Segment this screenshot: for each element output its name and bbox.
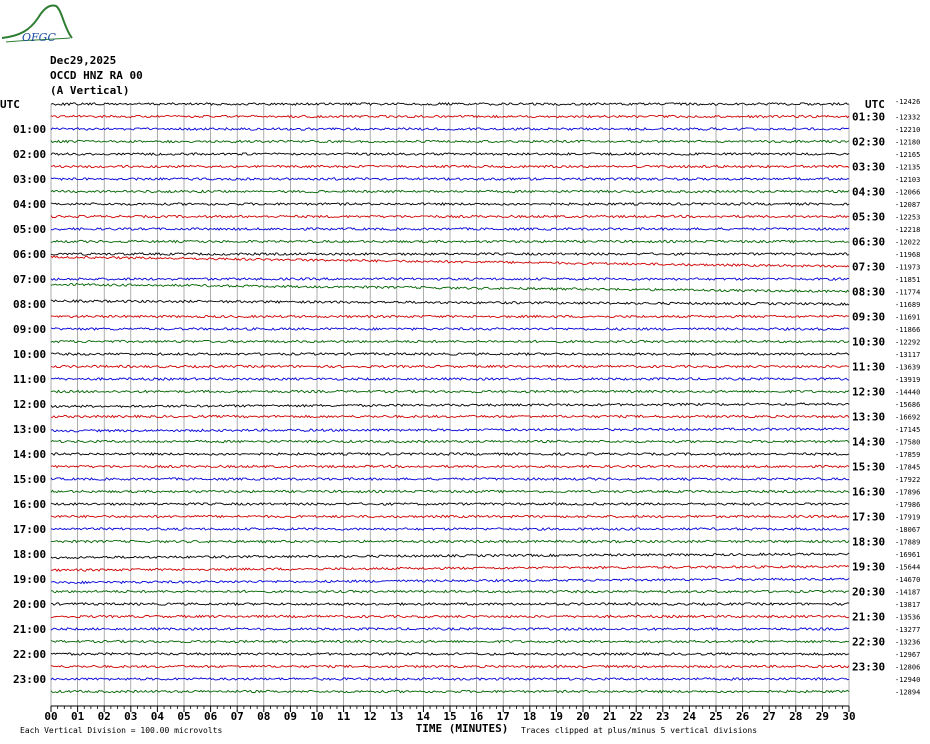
left-hour-label: 10:00: [13, 348, 47, 361]
x-tick-label: 10: [310, 710, 324, 723]
right-half-hour-label: 06:30: [852, 235, 886, 249]
header-station: OCCD HNZ RA 00: [50, 69, 143, 82]
x-tick-label: 03: [124, 710, 138, 723]
x-tick-label: 23: [656, 710, 670, 723]
trace-offset-label: -17859: [895, 451, 921, 459]
right-top-label: -12426: [895, 98, 921, 106]
x-tick-label: 00: [44, 710, 58, 723]
x-tick-label: 16: [469, 710, 484, 723]
trace-offset-label: -12292: [895, 338, 921, 347]
trace-offset-label: -12165: [895, 151, 921, 159]
trace-offset-label: -17896: [895, 488, 921, 497]
trace-offset-label: -17922: [895, 476, 921, 484]
trace-offset-label: -12894: [895, 688, 921, 697]
trace-offset-label: -11973: [895, 263, 921, 272]
trace-offset-label: -11851: [895, 276, 921, 284]
trace-offset-label: -13536: [895, 613, 921, 622]
right-half-hour-label: 21:30: [852, 610, 886, 624]
trace-offset-label: -12087: [895, 201, 921, 209]
x-tick-label: 12: [363, 710, 377, 723]
trace-offset-label: -12253: [895, 213, 921, 222]
footer-clip-note: Traces clipped at plus/minus 5 vertical divisions: [521, 726, 758, 735]
left-hour-label: 23:00: [13, 673, 47, 686]
right-half-hour-label: 08:30: [852, 285, 886, 299]
trace-offset-label: -11968: [895, 251, 921, 259]
x-tick-label: 07: [230, 710, 244, 723]
x-tick-label: 15: [443, 710, 457, 723]
x-tick-label: 17: [496, 710, 510, 723]
right-half-hour-label: 14:30: [852, 435, 886, 449]
trace-offset-label: -18067: [895, 526, 921, 534]
header-component: (A Vertical): [50, 84, 130, 97]
trace-offset-label: -15686: [895, 401, 921, 409]
right-half-hour-label: 02:30: [852, 135, 886, 149]
x-tick-label: 22: [629, 710, 643, 723]
right-half-hour-label: 04:30: [852, 185, 886, 199]
trace-offset-label: -12940: [895, 676, 921, 684]
trace-offset-label: -11691: [895, 313, 921, 322]
right-half-hour-label: 12:30: [852, 385, 886, 399]
x-tick-label: 19: [549, 710, 564, 723]
left-hour-label: 15:00: [13, 473, 47, 486]
right-half-hour-label: 01:30: [852, 110, 886, 124]
left-hour-label: 09:00: [13, 323, 47, 336]
x-tick-label: 29: [815, 710, 830, 723]
right-half-hour-label: 09:30: [852, 310, 886, 324]
right-half-hour-label: 16:30: [852, 485, 886, 499]
trace-offset-label: -14670: [895, 576, 921, 584]
x-tick-label: 06: [203, 710, 218, 723]
right-half-hour-label: 11:30: [852, 360, 886, 374]
trace-offset-label: -13919: [895, 376, 921, 384]
header-date: Dec29,2025: [50, 54, 117, 67]
trace-offset-label: -13117: [895, 351, 921, 359]
x-tick-label: 05: [177, 710, 191, 723]
right-axis-title: UTC: [865, 98, 885, 111]
trace-offset-label: -17919: [895, 513, 921, 522]
trace-offset-label: -17845: [895, 463, 921, 472]
right-half-hour-label: 03:30: [852, 160, 886, 174]
right-half-hour-label: 22:30: [852, 635, 886, 649]
x-tick-label: 18: [523, 710, 537, 723]
trace-offset-label: -11774: [895, 288, 921, 297]
trace-offset-label: -14187: [895, 588, 921, 597]
x-tick-label: 08: [257, 710, 271, 723]
right-half-hour-label: 17:30: [852, 510, 886, 524]
left-hour-label: 06:00: [13, 248, 47, 261]
trace-offset-label: -13817: [895, 601, 921, 609]
left-hour-label: 11:00: [13, 373, 47, 386]
x-tick-label: 09: [283, 710, 298, 723]
right-half-hour-label: 07:30: [852, 260, 886, 274]
left-hour-label: 07:00: [13, 273, 47, 286]
left-hour-label: 03:00: [13, 173, 47, 186]
x-tick-label: 26: [735, 710, 750, 723]
right-half-hour-label: 13:30: [852, 410, 886, 424]
right-half-hour-label: 10:30: [852, 335, 886, 349]
left-hour-label: 05:00: [13, 223, 47, 236]
x-tick-label: 28: [789, 710, 803, 723]
left-hour-label: 04:00: [13, 198, 47, 211]
plot-grid: [51, 104, 849, 712]
trace-offset-label: -12210: [895, 126, 921, 134]
x-tick-label: 13: [390, 710, 404, 723]
trace-offset-label: -13236: [895, 638, 921, 647]
trace-offset-label: -12332: [895, 113, 921, 122]
trace-0: [51, 103, 849, 105]
right-half-hour-label: 18:30: [852, 535, 886, 549]
left-hour-label: 20:00: [13, 598, 47, 611]
x-axis-title: TIME (MINUTES): [415, 722, 509, 735]
trace-offset-label: -13639: [895, 363, 921, 372]
trace-offset-label: -12103: [895, 176, 921, 184]
trace-offset-label: -16961: [895, 551, 921, 559]
left-hour-label: 02:00: [13, 148, 47, 161]
left-hour-label: 19:00: [13, 573, 47, 586]
trace-offset-label: -15644: [895, 563, 921, 572]
right-half-hour-label: 19:30: [852, 560, 886, 574]
left-hour-label: 14:00: [13, 448, 47, 461]
left-hour-label: 08:00: [13, 298, 47, 311]
trace-offset-label: -17889: [895, 538, 921, 547]
trace-offset-label: -13277: [895, 626, 921, 634]
trace-offset-label: -12180: [895, 138, 921, 147]
trace-offset-label: -12967: [895, 651, 921, 659]
right-half-hour-label: 20:30: [852, 585, 886, 599]
right-half-hour-label: 23:30: [852, 660, 886, 674]
left-hour-label: 21:00: [13, 623, 47, 636]
trace-offset-label: -12022: [895, 238, 921, 247]
left-hour-label: 16:00: [13, 498, 47, 511]
x-tick-label: 30: [842, 710, 856, 723]
left-hour-label: 12:00: [13, 398, 47, 411]
left-hour-label: 13:00: [13, 423, 47, 436]
trace-offset-label: -11866: [895, 326, 921, 334]
right-half-hour-label: 15:30: [852, 460, 886, 474]
trace-offset-label: -12806: [895, 663, 921, 672]
left-hour-label: 01:00: [13, 123, 47, 136]
left-hour-label: 17:00: [13, 523, 47, 536]
trace-offset-label: -16692: [895, 413, 921, 422]
trace-offset-label: -12066: [895, 188, 921, 197]
x-tick-label: 21: [602, 710, 617, 723]
x-tick-label: 25: [709, 710, 723, 723]
trace-offset-label: -14440: [895, 388, 921, 397]
x-tick-label: 27: [762, 710, 776, 723]
trace-offset-label: -17580: [895, 438, 921, 447]
left-hour-label: 18:00: [13, 548, 47, 561]
trace-offset-label: -17145: [895, 426, 921, 434]
trace-offset-label: -11689: [895, 301, 921, 309]
x-tick-label: 11: [336, 710, 351, 723]
left-axis-title: UTC: [0, 98, 20, 111]
left-hour-label: 22:00: [13, 648, 47, 661]
x-tick-label: 04: [150, 710, 165, 723]
footer-scale-note: Each Vertical Division = 100.00 microvolts: [20, 726, 223, 735]
logo-text: OFGC: [22, 31, 56, 44]
right-half-hour-label: 05:30: [852, 210, 886, 224]
x-tick-label: 20: [576, 710, 590, 723]
trace-offset-label: -17986: [895, 501, 921, 509]
trace-offset-label: -12135: [895, 163, 921, 172]
x-tick-label: 24: [682, 710, 697, 723]
trace-offset-label: -12218: [895, 226, 921, 234]
x-tick-label: 14: [416, 710, 431, 723]
x-tick-label: 01: [70, 710, 85, 723]
x-tick-label: 02: [97, 710, 111, 723]
